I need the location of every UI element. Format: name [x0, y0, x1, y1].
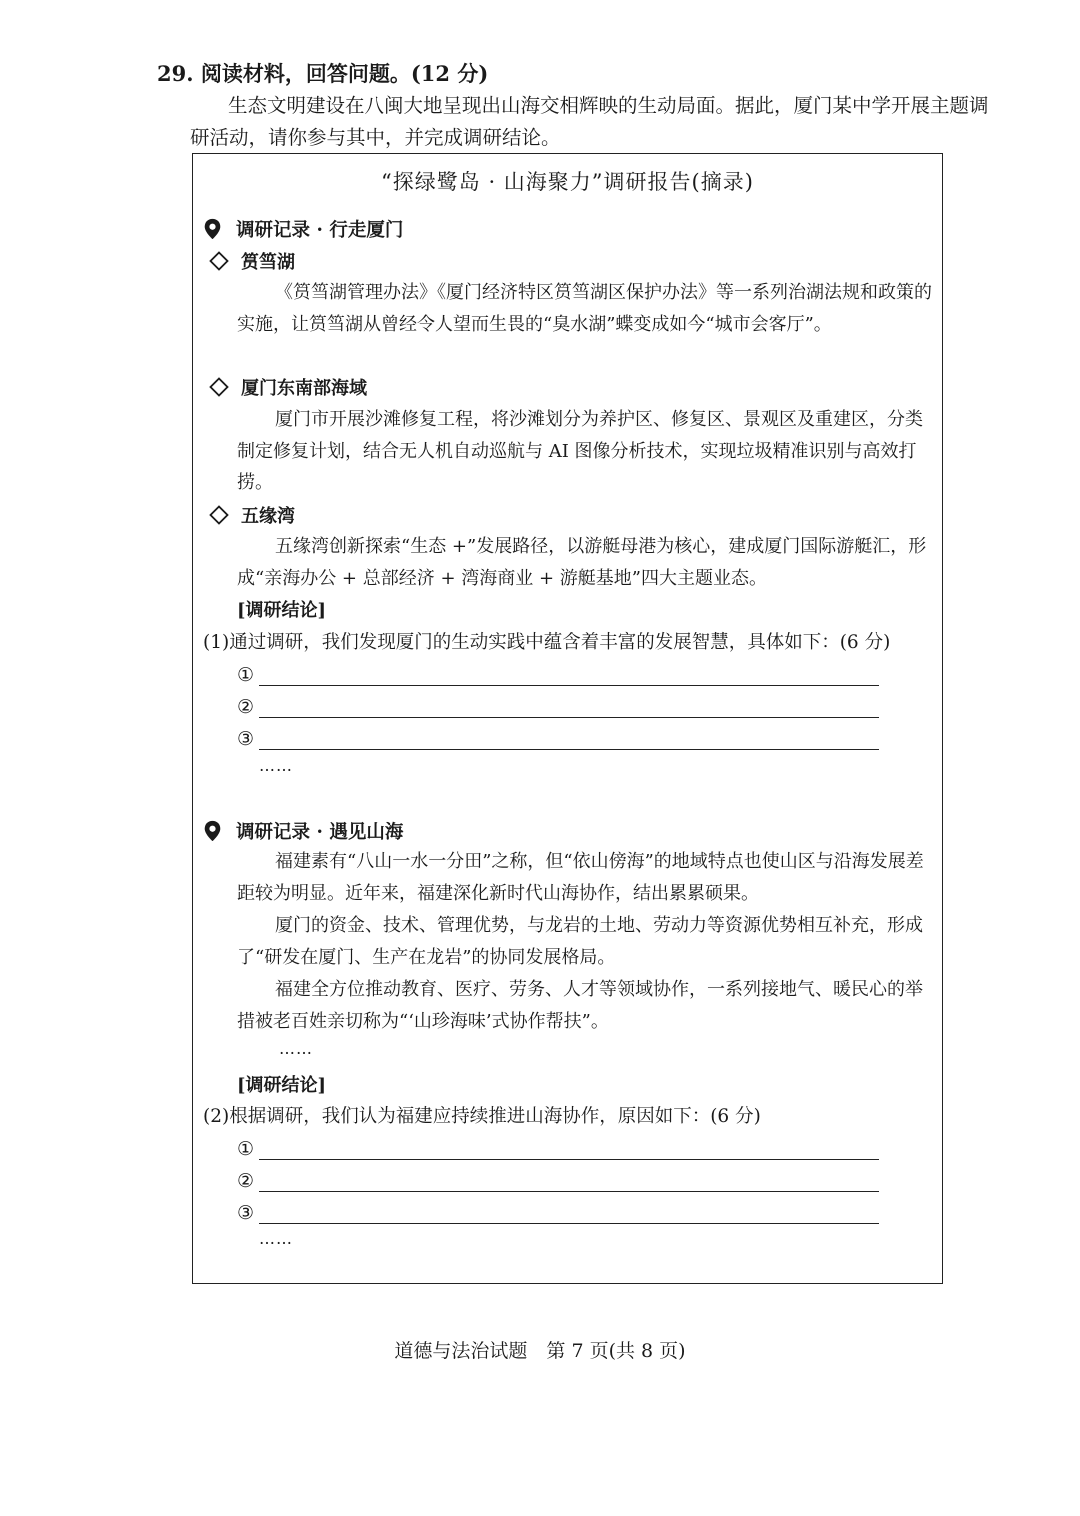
section2-paragraph: 福建全方位推动教育、医疗、劳务、人才等领域协作，一系列接地气、暖民心的举措被老百姓亲切称为“‘山珍海味’式协作帮扶”。	[237, 979, 923, 1032]
item-wuyuan-bay-heading	[209, 502, 295, 528]
answer-blank-2[interactable]	[237, 1164, 879, 1192]
answer-line	[259, 1173, 879, 1192]
answer-line	[259, 1205, 879, 1224]
answer-line	[259, 1141, 879, 1160]
conclusion-label: [调研结论]	[237, 600, 327, 621]
blank-number: ①	[237, 1138, 255, 1160]
item-text: 厦门市开展沙滩修复工程，将沙滩划分为养护区、修复区、景观区及重建区，分类制定修复计划，结合无人机自动巡航与 AI 图像分析技术，实现垃圾精准识别与高效打捞。	[237, 409, 923, 493]
section2-heading-text: 调研记录 · 遇见山海	[236, 822, 404, 843]
item-name: 筼筜湖	[241, 252, 295, 273]
blank-number: ③	[237, 728, 255, 750]
section1-heading-text: 调研记录 · 行走厦门	[236, 220, 404, 241]
section2-heading	[203, 818, 403, 844]
answer-line	[259, 699, 879, 718]
answer-blank-3[interactable]	[237, 1196, 879, 1224]
item-name: 厦门东南部海域	[241, 378, 367, 399]
answer-line	[259, 731, 879, 750]
answer-blank-2[interactable]	[237, 690, 879, 718]
ellipsis: ……	[279, 1039, 313, 1058]
ellipsis: ……	[259, 1229, 293, 1248]
answer-line	[259, 667, 879, 686]
conclusion-label: [调研结论]	[237, 1075, 327, 1096]
item-yundang-heading	[209, 248, 295, 274]
blank-number: ②	[237, 696, 255, 718]
report-title: “探绿鹭岛 · 山海聚力”调研报告(摘录)	[381, 170, 754, 194]
diamond-icon	[209, 251, 229, 271]
blank-number: ①	[237, 664, 255, 686]
item-southeast-sea-heading	[209, 374, 367, 400]
location-pin-icon	[203, 218, 222, 240]
item-name: 五缘湾	[241, 506, 295, 527]
item-text: 五缘湾创新探索“生态 +”发展路径，以游艇母港为核心，建成厦门国际游艇汇，形成“亲海办公 + 总部经济 + 湾海商业 + 游艇基地”四大主题业态。	[237, 536, 927, 589]
blank-number: ②	[237, 1170, 255, 1192]
answer-blank-1[interactable]	[237, 1132, 879, 1160]
answer-blank-3[interactable]	[237, 722, 879, 750]
diamond-icon	[209, 377, 229, 397]
question-intro: 生态文明建设在八闽大地呈现出山海交相辉映的生动局面。据此，厦门某中学开展主题调研活动，请你参与其中，并完成调研结论。	[190, 94, 989, 149]
question-heading: 29. 阅读材料，回答问题。(12 分)	[157, 61, 489, 86]
report-box	[192, 153, 943, 1284]
ellipsis: ……	[259, 756, 293, 775]
answer-blank-1[interactable]	[237, 658, 879, 686]
location-pin-icon	[203, 820, 222, 842]
question-1: (1)通过调研，我们发现厦门的生动实践中蕴含着丰富的发展智慧，具体如下：(6 分)	[203, 632, 891, 653]
section2-paragraph: 厦门的资金、技术、管理优势，与龙岩的土地、劳动力等资源优势相互补充，形成了“研发在厦门、生产在龙岩”的协同发展格局。	[237, 915, 923, 968]
blank-number: ③	[237, 1202, 255, 1224]
question-2: (2)根据调研，我们认为福建应持续推进山海协作，原因如下：(6 分)	[203, 1106, 761, 1127]
section2-paragraph: 福建素有“八山一水一分田”之称，但“依山傍海”的地域特点也使山区与沿海发展差距较为明显。近年来，福建深化新时代山海协作，结出累累硕果。	[237, 851, 924, 904]
diamond-icon	[209, 505, 229, 525]
section1-heading	[203, 216, 403, 242]
page-footer: 道德与法治试题 第 7 页(共 8 页)	[394, 1340, 686, 1362]
item-text: 《筼筜湖管理办法》《厦门经济特区筼筜湖区保护办法》等一系列治湖法规和政策的实施，让筼筜湖从曾经令人望而生畏的“臭水湖”蝶变成如今“城市会客厅”。	[237, 282, 932, 335]
